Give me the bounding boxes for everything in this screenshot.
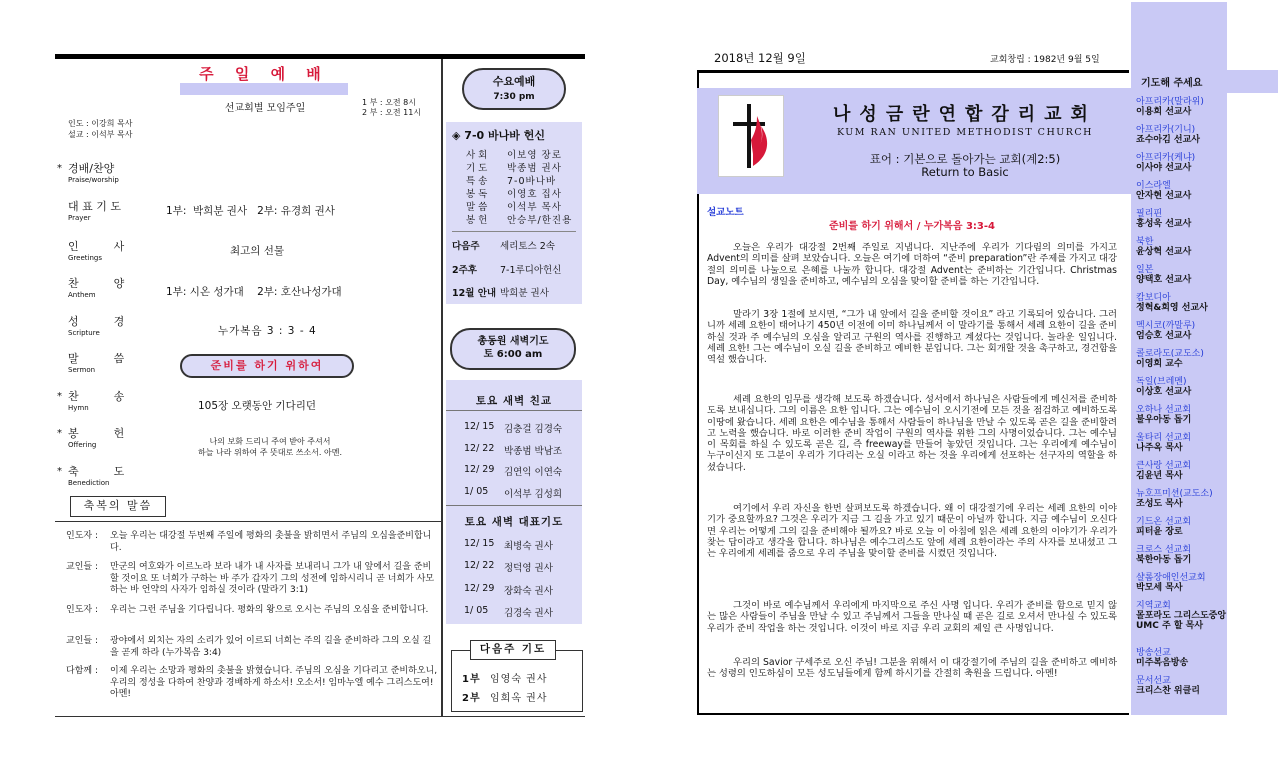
section-rule bbox=[55, 521, 441, 522]
mission-item: 이스라엘 안자현 선교사 bbox=[1136, 181, 1192, 201]
mission-item: 아프리카(케냐) 이사야 선교사 bbox=[1136, 153, 1196, 173]
service-time-1: 1 부 : 오전 8시 bbox=[362, 98, 416, 107]
responsive-line: 교인들 : 만군의 여호와가 이르노라 보라 내가 내 사자를 보내리니 그가 내 앞에서 길을 준비할 것이요 또 너희가 구하는 바 주가 갑자기 그의 성전에 임하시리니 곧 너희가 사모하는 바 언약의 사자가 임하실 것이라 (말라기 3:1) bbox=[66, 562, 435, 595]
dawn-prayer-badge: 총동원 새벽기도 토 6:00 am bbox=[450, 328, 576, 370]
order-item-anthem: 찬 양 Anthem bbox=[68, 277, 125, 299]
devotion-header: ◈ 7-0 바나바 헌신 bbox=[452, 129, 545, 142]
next-week-row: 1부 임영숙 권사 bbox=[462, 674, 548, 685]
sermon-paragraph: 여기에서 우리 자신을 한번 살펴보도록 하겠습니다. 왜 이 대강절기에 우리는 세례 요한의 이야기가 중요할까요? 그것은 우리가 지금 그 길을 가고 있기 때문이 아닐까 합니다. 지금 예수님이 오신다면 우리는 어떻게 그의 길을 준비해야 될까요? 바로 오늘 이 아침에 읽은 세례 요한의 이야기가 우리가 찾는 답이라고 생각을 합니다. 하나님은 예수그리스도 앞에 세례 요한이라는 주의 사자를 보내셨고 그는 우리에게 세례를 줌으로 우리 주님을 맞이할 준비를 시켰던 것입니다. bbox=[707, 503, 1117, 560]
order-item-greetings: 인 사 Greetings bbox=[68, 240, 125, 262]
order-item-benediction: 축 도 Benediction bbox=[68, 465, 125, 487]
panel-divider bbox=[446, 505, 582, 506]
mission-item: 크로스 선교회 북한아동 돕기 bbox=[1136, 545, 1192, 565]
order-item-sermon: 말 씀 Sermon bbox=[68, 352, 125, 374]
order-item-offering: 봉 헌 Offering bbox=[68, 427, 125, 449]
order-item-scripture: 성 경 Scripture bbox=[68, 315, 125, 337]
sermon-title-badge: 준비를 하기 위하여 bbox=[180, 354, 354, 378]
saturday-fellowship-header: 토요 새벽 친교 bbox=[475, 395, 553, 407]
order-value-anthem: 1부: 시온 성가대 2부: 호산나성가대 bbox=[166, 286, 342, 298]
mission-item: 샬롬장애인선교회 박모세 목사 bbox=[1136, 573, 1206, 593]
order-value-offering: 나의 보화 드리니 주여 받아 주셔서 하늘 나라 위하여 주 뜻대로 쓰소서. 아멘. bbox=[198, 437, 342, 457]
order-value-hymn: 105장 오랫동안 기다리던 bbox=[198, 400, 317, 412]
standing-mark: * bbox=[57, 163, 62, 174]
sermon-paragraph: 세례 요한의 임무를 생각해 보도록 하겠습니다. 성서에서 하나님은 사람들에게 메신저를 준비하도록 보내십니다. 그의 이름은 요한 입니다. 그는 예수님이 오시기전에 모든 것을 점검하고 예비하도록 이땅에 왔습니다. 세례 요한은 예수님을 통해서 사람들이 하나님을 만날 수 있도록 곧은 길을 준비할려고 노력을 했습니다. 바로 이러한 준비 작업이 구원의 역사를 위한 그의 사명이었습니다. 그는 예수님이 목회를 하실 수 있도록 곧은 길, 즉 freeway를 만들어 놓았던 것입니다. 그는 우리에게 예수님이 누구이신지 또 그분이 우리가 기다리는 오실 이라고 하는 것을 우리에게 선포하는 선구자의 역할을 하셨습니다. bbox=[707, 394, 1117, 473]
mission-item: 멕시코(까말루) 엄승호 선교사 bbox=[1136, 321, 1196, 341]
column-divider bbox=[441, 59, 443, 716]
order-item-praise: 경배/찬양 Praise/worship bbox=[68, 162, 119, 184]
standing-mark: * bbox=[57, 428, 62, 439]
mission-item: 필리핀 홍성욱 선교사 bbox=[1136, 209, 1192, 229]
top-rule bbox=[55, 54, 585, 59]
sermon-note-label: 설교노트 bbox=[707, 207, 744, 218]
service-time-2: 2 부 : 오전 11시 bbox=[362, 108, 422, 117]
responsive-line: 인도자 : 오늘 우리는 대강절 두번째 주일에 평화의 촛불을 밝히면서 주님의 오심을준비합니다. bbox=[66, 531, 432, 553]
sermon-paragraph: 우리의 Savior 구세주로 오신 주님! 그분을 위해서 이 대강절기에 주님의 길을 준비하고 예비하는 성령의 인도하심이 모든 성도님들에게 함께 하시기를 간절히 축원을 드립니다. 아멘! bbox=[707, 657, 1117, 680]
next-week-prayer-label: 다음주 기도 bbox=[470, 640, 556, 660]
responsive-line: 교인들 : 광야에서 외치는 자의 소리가 있어 이르되 너희는 주의 길을 준비하라 그의 오실 길을 곧게 하라 (누가복음 3:4) bbox=[66, 636, 432, 658]
wednesday-service-badge: 수요예배 7:30 pm bbox=[462, 68, 566, 110]
order-value-prayer: 1부: 박희분 권사 2부: 유경희 권사 bbox=[166, 205, 335, 217]
order-item-prayer: 대 표 기 도 Prayer bbox=[68, 200, 121, 222]
church-motto: 표어 : 기본으로 돌아가는 교회(계2:5) bbox=[869, 152, 1061, 166]
top-rule bbox=[697, 70, 1129, 73]
sermon-paragraph: 그것이 바로 예수님께서 우리에게 마지막으로 주신 사명 입니다. 우리가 준비를 함으로 믿지 않는 많은 사람들이 주님을 만날 수 있고 주님께서 그들을 만나실 때 곧은 길로 오셔서 만나실 수 있도록 우리가 준비 작업을 하는 것입니다. 이것이 바로 지금 우리 교회의 제일 큰 사명입니다. bbox=[707, 600, 1117, 634]
bulletin-date: 2018년 12월 9일 bbox=[714, 51, 806, 65]
church-founded: 교회창립 : 1982년 9월 5일 bbox=[990, 55, 1100, 65]
order-item-hymn: 찬 송 Hymn bbox=[68, 390, 125, 412]
mission-item: 아프리카(기니) 죠수아김 선교사 bbox=[1136, 125, 1200, 145]
saturday-prayer-header: 토요 새벽 대표기도 bbox=[464, 516, 564, 528]
bottom-rule bbox=[697, 713, 1129, 715]
mission-item: 콜로라도(교도소) 이영희 교수 bbox=[1136, 349, 1204, 369]
church-name: 나성금란연합감리교회 bbox=[833, 104, 1097, 125]
mission-item: 일본 양택호 선교사 bbox=[1136, 265, 1192, 285]
church-motto-english: Return to Basic bbox=[921, 165, 1009, 179]
blessing-label: 축복의 말씀 bbox=[70, 496, 166, 517]
mission-item: 지역교회 몰포라도 그리스도중앙 UMC 주 할 목사 bbox=[1136, 601, 1227, 631]
mission-item: 뉴호프미션(교도소) 조성도 목사 bbox=[1136, 489, 1213, 509]
service-subtitle: 선교회별 모임주일 bbox=[224, 103, 306, 114]
order-value-greetings: 최고의 선물 bbox=[230, 245, 285, 257]
leader-preacher: 설교 : 이석부 목사 bbox=[68, 130, 133, 139]
mission-item: 독일(브레멘) 이상호 선교사 bbox=[1136, 377, 1192, 397]
mission-item: 기드온 선교회 피터윤 장로 bbox=[1136, 517, 1192, 537]
sermon-paragraph: 오늘은 우리가 대강절 2번째 주일로 지냅니다. 지난주에 우리가 기다림의 의미를 가지고 Advent의 의미를 살펴 보았습니다. 오늘은 여기에 더하여 “준비 preparation”란 주제를 가지고 대강절의 의미를 나눌으로 은혜를 나눌까 합니다. 대강절 Advent는 준비하는 기간입니다. Christmas Day, 예수님의 생일을 준비하고, 예수님의 오심을 맞이할 준비를 하는 기간입니다. bbox=[707, 242, 1118, 287]
prayer-header: 기도해 주세요 bbox=[1141, 78, 1203, 89]
mission-item: 오하나 선교회 불우아동 돕기 bbox=[1136, 405, 1192, 425]
panel-divider bbox=[452, 231, 576, 232]
standing-mark: * bbox=[57, 391, 62, 402]
bottom-rule bbox=[55, 716, 585, 717]
next-week-row: 2부 임희옥 권사 bbox=[462, 693, 548, 704]
mission-item: 울타리 선교회 나주옥 목사 bbox=[1136, 433, 1192, 453]
mission-item: 아프리카(말라위) 이용희 선교사 bbox=[1136, 97, 1204, 117]
mission-item: 문서선교 크리스찬 위클리 bbox=[1136, 676, 1200, 696]
service-times bbox=[362, 98, 421, 118]
panel-divider bbox=[446, 410, 582, 411]
responsive-line: 다함께 : 이제 우리는 소망과 평화의 촛불을 밝혔습니다. 주님의 오심을 기다리고 준비하오니, 우리의 정성을 다하여 찬양과 경배하게 하소서! 오소서! 임마누엘 예수 그리스도여! 아멘! bbox=[66, 666, 438, 699]
mission-item: 방송선교 미주복음방송 bbox=[1136, 648, 1189, 668]
page-title: 주 일 예 배 bbox=[199, 65, 329, 83]
title-underbar bbox=[180, 83, 348, 95]
sermon-paragraph: 말라기 3장 1절에 보시면, “그가 내 앞에서 길을 준비할 것이요” 라고 기록되어 있습니다. 그러니까 세례 요한이 태어나기 450년 이전에 이미 하나님께서 이 말라기를 통해서 세례 요한이 길을 준비하실 것과 주 예수님의 오심을 알리고 구원의 역사를 진행하고 계셨다는 것입니다. 놀라운 일입니다. 세례 요한! 그는 예수님이 오실 길을 준비하고 예비한 분입니다. 그는 회개할 것을 촉구하고, 경건함을 역설 했습니다. bbox=[707, 309, 1117, 366]
mission-item: 북한 윤상혁 선교사 bbox=[1136, 237, 1192, 257]
responsive-line: 인도자 : 우리는 그런 주님을 기다립니다. 평화의 왕으로 오시는 주님의 오심을 준비합니다. bbox=[66, 605, 429, 615]
church-name-english: KUM RAN UNITED METHODIST CHURCH bbox=[837, 127, 1093, 138]
cross-and-flame-logo bbox=[718, 95, 784, 177]
sermon-title: 준비를 하기 위해서 / 누가복음 3:3-4 bbox=[828, 221, 995, 232]
order-value-scripture: 누가복음 3 : 3 - 4 bbox=[218, 325, 317, 337]
leader-lead: 인도 : 이강희 목사 bbox=[68, 119, 133, 128]
standing-mark: * bbox=[57, 466, 62, 477]
mission-item: 큰사랑 선교회 김윤년 목사 bbox=[1136, 461, 1192, 481]
mission-item: 캄보디아 정혁&희영 선교사 bbox=[1136, 293, 1208, 313]
worship-leaders bbox=[68, 118, 132, 140]
